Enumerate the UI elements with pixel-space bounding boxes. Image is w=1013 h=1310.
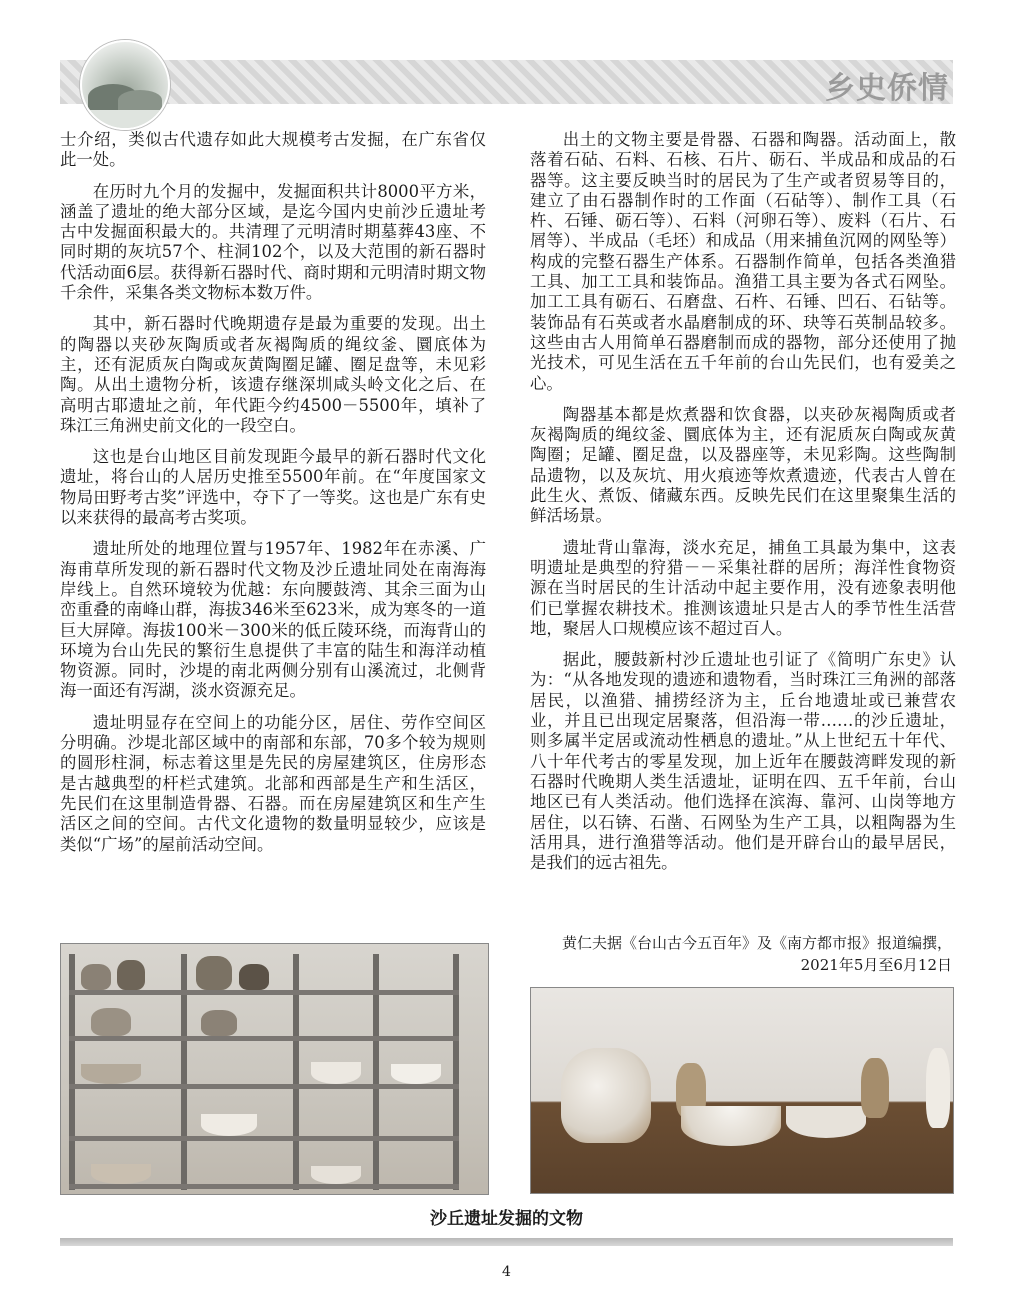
paragraph: 陶器基本都是炊煮器和饮食器，以夹砂灰褐陶质或者灰褐陶质的绳纹釜、圜底体为主，还有泥质灰白陶或灰黄陶圈；足罐、圈足盘，以及器座等，未见彩陶。这些陶制品遗物，以及灰坑、用火痕迹等炊煮遗迹，代表古人曾在此生火、煮饭、储藏东西。反映先民们在这里聚集生活的鲜活场景。	[530, 404, 956, 526]
paragraph: 遗址明显存在空间上的功能分区，居住、劳作空间区分明确。沙堤北部区域中的南部和东部，70多个较为规则的圆形柱洞，标志着这里是先民的房屋建筑区，住房形态是古越典型的杆栏式建筑。北部和西部是生产和生活区，先民们在这里制造骨器、石器。而在房屋建筑区和生产生活区之间的空间。古代文化遗物的数量明显较少，应该是类似“广场”的屋前活动空间。	[60, 712, 486, 854]
credit-line: 黄仁夫据《台山古今五百年》及《南方都市报》报道编撰，	[561, 934, 952, 952]
paragraph: 这也是台山地区目前发现距今最早的新石器时代文化遗址，将台山的人居历史推至5500年前。在“年度国家文物局田野考古奖”评选中，夺下了一等奖。这也是广东有史以来获得的最高考古奖项。	[60, 447, 486, 528]
right-column	[530, 130, 956, 884]
page-number: 4	[502, 1264, 511, 1280]
pottery-artifacts-photo	[530, 987, 954, 1194]
paragraph: 出土的文物主要是骨器、石器和陶器。活动面上，散落着石砧、石料、石核、石片、砺石、半成品和成品的石器等。这主要反映当时的居民为了生产或者贸易等目的，建立了由石器制作时的工作面（石砧等）、制作工具（石杵、石锤、砺石等）、石料（河卵石等）、废料（石片、石屑等）、半成品（毛坯）和成品（用来捕鱼沉网的网坠等）构成的完整石器生产体系。石器制作简单，包括各类渔猎工具、加工工具和装饰品。渔猎工具主要为各式石网坠。加工工具有砺石、石磨盘、石杵、石锤、凹石、石钻等。装饰品有石英或者水晶磨制成的环、玦等石英制品较多。这些由古人用简单石器磨制而成的器物，部分还使用了抛光技术，可见生活在五千年前的台山先民们，也有爱美之心。	[530, 130, 956, 393]
author-credit	[530, 932, 952, 976]
paragraph: 其中，新石器时代晚期遗存是最为重要的发现。出土的陶器以夹砂灰陶质或者灰褐陶质的绳纹釜、圜底体为主，还有泥质灰白陶或灰黄陶圈足罐、圈足盘等，未见彩陶。从出土遗物分析，该遗存继深圳咸头岭文化之后、在高明古耶遗址之前，年代距今约4500－5500年，填补了珠江三角洲史前文化的一段空白。	[60, 314, 486, 435]
section-title: 乡史侨情	[825, 71, 949, 106]
paragraph: 士介绍，类似古代遗存如此大规模考古发掘，在广东省仅此一处。	[60, 130, 486, 170]
header-band	[60, 60, 953, 104]
left-column	[60, 130, 486, 866]
credit-date: 2021年5月至6月12日	[800, 956, 952, 974]
footer-rule	[60, 1238, 953, 1246]
artifact-shelves-photo	[60, 943, 489, 1195]
photo-caption: 沙丘遗址发掘的文物	[430, 1209, 583, 1229]
paragraph: 遗址所处的地理位置与1957年、1982年在赤溪、广海甫草所发现的新石器时代文物及沙丘遗址同处在南海海岸线上。自然环境较为优越：东向腰鼓湾、其余三面为山峦重叠的南峰山群，海拔346米至623米，成为寒冬的一道巨大屏障。海拔100米－300米的低丘陵环绕，而海背山的环境为台山先民的繁衍生息提供了丰富的陆生和海洋动植物资源。同时，沙堤的南北两侧分别有山溪流过，北侧背海一面还有泻湖，淡水资源充足。	[60, 539, 486, 701]
paragraph: 据此，腰鼓新村沙丘遗址也引证了《简明广东史》认为：“从各地发现的遗迹和遗物看，当时珠江三角洲的部落居民，以渔猎、捕捞经济为主，丘台地遗址或已兼营农业，并且已出现定居聚落，但沿海一带……的沙丘遗址，则多属半定居或流动性栖息的遗址。”从上世纪五十年代、八十年代考古的零星发现，加上近年在腰鼓湾畔发现的新石器时代晚期人类生活遗址，证明在四、五千年前，台山地区已有人类活动。他们选择在滨海、靠河、山岗等地方居住，以石锛、石凿、石网坠为生产工具，以粗陶器为生活用具，进行渔猎等活动。他们是开辟台山的最早居民，是我们的远古祖先。	[530, 650, 956, 873]
paragraph: 遗址背山靠海，淡水充足，捕鱼工具最为集中，这表明遗址是典型的狩猎－－采集社群的居所；海洋性食物资源在当时居民的生计活动中起主要作用，没有迹象表明他们已掌握农耕技术。推测该遗址只是古人的季节性生活营地，聚居人口规模应该不超过百人。	[530, 537, 956, 638]
landscape-emblem	[80, 40, 170, 130]
paragraph: 在历时九个月的发掘中，发掘面积共计8000平方米，涵盖了遗址的绝大部分区域，是迄今国内史前沙丘遗址考古中发掘面积最大的。共清理了元明清时期墓葬43座、不同时期的灰坑57个、柱洞102个，以及大范围的新石器时代活动面6层。获得新石器时代、商时期和元明清时期文物千余件，采集各类文物标本数万件。	[60, 181, 486, 303]
